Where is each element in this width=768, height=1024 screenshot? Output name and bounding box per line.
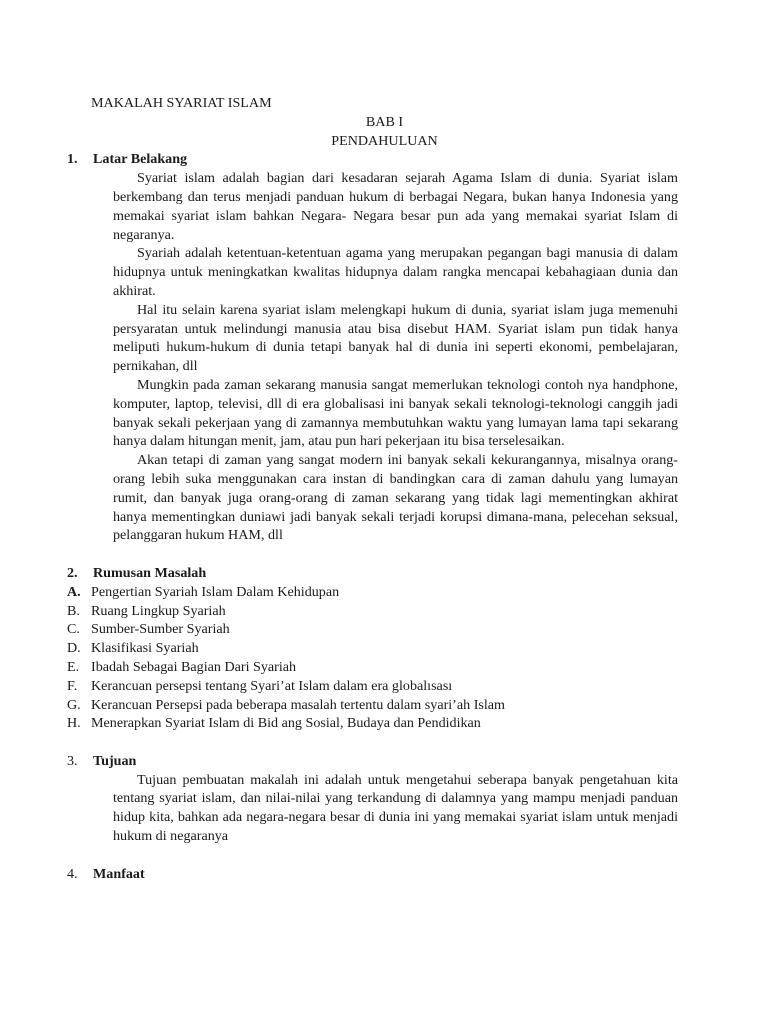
list-letter: B. — [67, 602, 80, 619]
section-heading-rumusan-masalah — [67, 564, 678, 583]
section-heading-latar-belakang — [67, 150, 678, 169]
section-heading-manfaat — [67, 865, 678, 884]
list-text: Kerancuan Persepsi pada beberapa masalah tertentu dalam syari’ah Islam — [91, 696, 506, 713]
list-letter: A. — [67, 583, 81, 600]
list-item — [67, 639, 678, 658]
list-letter: C. — [67, 621, 80, 638]
list-item — [67, 696, 678, 715]
list-item — [67, 658, 678, 677]
list-text: Ruang Lingkup Syariah — [91, 602, 226, 619]
list-text: Menerapkan Syariat Islam di Bid ang Sosial, Budaya dan Pendidikan — [91, 715, 481, 732]
paragraph: Mungkin pada zaman sekarang manusia sangat memerlukan teknologi contoh nya handphone, komputer, laptop, televisi, dll di era globalisasi ini banyak sekali teknologi-teknologi canggih jadi banyak sekali pekerjaan yang di zamannya membutuhkan waktu yang lumayan lama tapi sekarang hanya dalam hitungan menit, jam, atau pun hari pekerjaan itu bisa terselesaikan. — [113, 376, 678, 450]
list-letter: D. — [67, 640, 81, 657]
paragraph: Hal itu selain karena syariat islam melengkapi hukum di dunia, syariat islam juga memenuhi persyaratan untuk melindungi manusia atau bisa disebut HAM. Syariat islam pun tidak hanya meliputi hukum-hukum di dunia tetapi banyak hal di dunia ini seperti ekonomi, pembelajaran, pernikahan, dll — [113, 301, 678, 375]
list-text: Pengertian Syariah Islam Dalam Kehidupan — [91, 583, 340, 600]
list-text: Sumber-Sumber Syariah — [91, 621, 230, 638]
section-number: 2. — [67, 564, 78, 581]
chapter-label: BAB I — [365, 113, 404, 130]
list-text: Klasifikasi Syariah — [91, 640, 199, 657]
problem-list — [67, 583, 678, 733]
list-letter: F. — [67, 677, 78, 694]
section-title: Tujuan — [93, 752, 137, 769]
chapter-title: PENDAHULUAN — [331, 132, 438, 149]
list-item — [67, 620, 678, 639]
list-letter: E. — [67, 658, 80, 675]
paragraph: Tujuan pembuatan makalah ini adalah untuk mengetahui seberapa banyak pengetahuan kita tentang syariat islam, dan nilai-nilai yang terkandung di dalamnya yang mampu menjadi panduan hidup kita, bahkan ada negara-negara besar di dunia ini yang memakai syariat islam untuk menjadi hukum di negaranya — [113, 771, 678, 845]
paragraph: Syariat islam adalah bagian dari kesadaran sejarah Agama Islam di dunia. Syariat islam berkembang dan terus menjadi panduan hukum di berbagai Negara, bukan hanya Indonesia yang memakai syariat islam bahkan Negara- Negara besar pun ada yang memakai syariat Islam di negaranya. — [113, 170, 678, 243]
section-title: Rumusan Masalah — [93, 564, 207, 581]
list-item — [67, 714, 678, 733]
paragraph: Syariah adalah ketentuan-ketentuan agama yang merupakan pegangan bagi manusia di dalam hidupnya untuk meningkatkan kwalitas hidupnya dalam rangka mencapai kebahagiaan dunia dan akhirat. — [113, 245, 678, 299]
list-letter: H. — [67, 715, 81, 732]
document-title: MAKALAH SYARIAT ISLAM — [91, 95, 272, 111]
paragraph: Akan tetapi di zaman yang sangat modern ini banyak sekali kekurangannya, misalnya orang-orang lebih suka menggunakan cara instan di bandingkan cara di zaman dahulu yang lumayan rumit, dan banyak juga orang-orang di zaman sekarang yang tidak lagi mementingkan akhirat hanya mementingkan duniawi jadi banyak sekali terjadi korupsi dimana-mana, pelecehan seksual, pelanggaran hukum HAM, dll — [113, 452, 678, 544]
list-item — [67, 583, 678, 602]
section-number: 3. — [67, 752, 78, 769]
list-letter: G. — [67, 696, 81, 713]
list-item — [67, 602, 678, 621]
section-number: 1. — [67, 151, 78, 168]
list-text: Ibadah Sebagai Bagian Dari Syariah — [91, 658, 297, 675]
section-heading-tujuan — [67, 752, 678, 771]
list-text: Kerancuan persepsi tentang Syari’at Islam dalam era globalısası — [91, 677, 453, 694]
section-number: 4. — [67, 865, 78, 882]
section-title: Manfaat — [93, 865, 145, 882]
list-item — [67, 677, 678, 696]
section-title: Latar Belakang — [93, 151, 188, 168]
